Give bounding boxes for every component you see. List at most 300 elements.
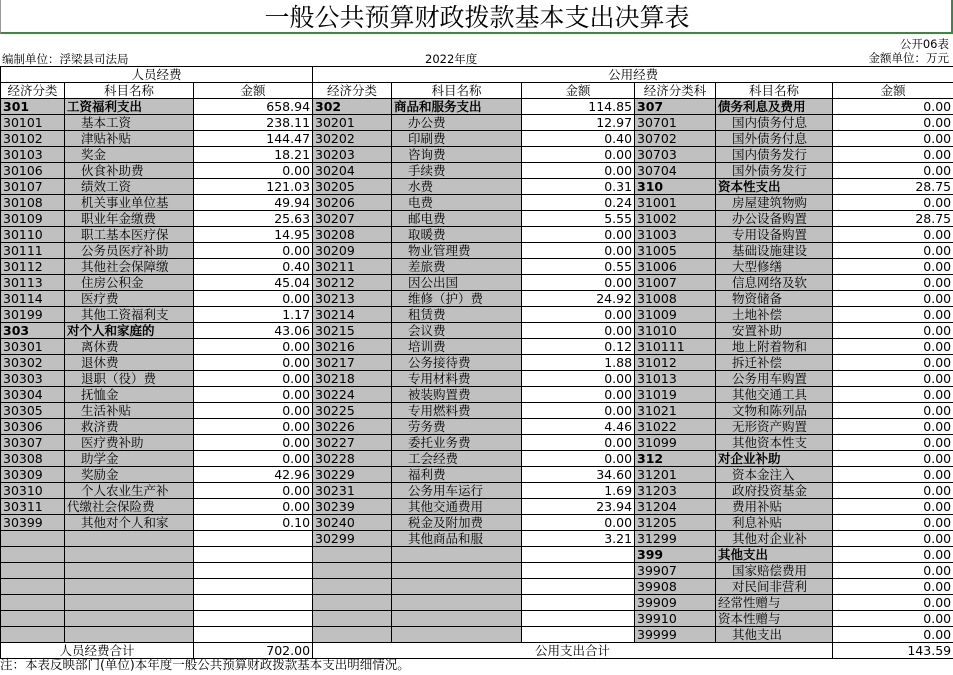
amount-cell bbox=[522, 611, 635, 627]
name-cell: 安置补助 bbox=[716, 323, 833, 339]
public-total-value: 143.59 bbox=[833, 643, 953, 659]
name-cell bbox=[392, 595, 522, 611]
amount-cell: 0.00 bbox=[833, 307, 953, 323]
code-cell: 30702 bbox=[635, 131, 716, 147]
amount-cell: 0.00 bbox=[194, 483, 313, 499]
table-row bbox=[1, 131, 953, 147]
name-cell: 专用燃料费 bbox=[392, 403, 522, 419]
amount-cell: 0.00 bbox=[833, 195, 953, 211]
code-cell: 30704 bbox=[635, 163, 716, 179]
code-cell: 30113 bbox=[1, 275, 65, 291]
code-cell: 30211 bbox=[313, 259, 392, 275]
amount-cell bbox=[522, 563, 635, 579]
code-cell: 30204 bbox=[313, 163, 392, 179]
name-cell: 劳务费 bbox=[392, 419, 522, 435]
amount-cell: 0.10 bbox=[194, 515, 313, 531]
name-cell: 其他对个人和家 bbox=[65, 515, 194, 531]
amount-cell: 0.40 bbox=[194, 259, 313, 275]
code-cell: 39907 bbox=[635, 563, 716, 579]
code-cell: 30212 bbox=[313, 275, 392, 291]
amount-cell: 0.40 bbox=[522, 131, 635, 147]
code-cell: 30111 bbox=[1, 243, 65, 259]
col-code: 经济分类科 bbox=[635, 83, 716, 99]
amount-cell bbox=[194, 547, 313, 563]
name-cell: 文物和陈列品 bbox=[716, 403, 833, 419]
name-cell: 医疗费 bbox=[65, 291, 194, 307]
amount-cell: 0.12 bbox=[522, 339, 635, 355]
code-cell: 30701 bbox=[635, 115, 716, 131]
table-row bbox=[1, 275, 953, 291]
amount-cell: 0.00 bbox=[833, 611, 953, 627]
table-row bbox=[1, 115, 953, 131]
name-cell: 国外债务发行 bbox=[716, 163, 833, 179]
name-cell: 物业管理费 bbox=[392, 243, 522, 259]
code-cell: 30305 bbox=[1, 403, 65, 419]
amount-cell: 0.00 bbox=[194, 355, 313, 371]
amount-cell bbox=[194, 531, 313, 547]
footnote: 注：本表反映部门(单位)本年度一般公共预算财政拨款基本支出明细情况。 bbox=[0, 657, 410, 672]
amount-cell bbox=[522, 627, 635, 643]
amount-cell: 0.00 bbox=[833, 355, 953, 371]
name-cell: 资本性赠与 bbox=[716, 611, 833, 627]
personnel-header: 人员经费 bbox=[1, 67, 313, 83]
name-cell bbox=[65, 595, 194, 611]
amount-cell bbox=[194, 563, 313, 579]
amount-cell: 0.00 bbox=[194, 435, 313, 451]
amount-cell: 0.00 bbox=[833, 515, 953, 531]
code-cell bbox=[313, 627, 392, 643]
name-cell: 退休费 bbox=[65, 355, 194, 371]
name-cell bbox=[65, 547, 194, 563]
name-cell: 个人农业生产补 bbox=[65, 483, 194, 499]
table-row bbox=[1, 435, 953, 451]
code-cell: 31005 bbox=[635, 243, 716, 259]
code-cell: 30101 bbox=[1, 115, 65, 131]
code-cell: 30205 bbox=[313, 179, 392, 195]
amount-cell: 0.00 bbox=[522, 227, 635, 243]
name-cell: 离休费 bbox=[65, 339, 194, 355]
amount-cell: 658.94 bbox=[194, 99, 313, 115]
code-cell: 310111 bbox=[635, 339, 716, 355]
code-cell bbox=[1, 579, 65, 595]
amount-cell: 0.00 bbox=[833, 243, 953, 259]
col-code: 经济分类 bbox=[1, 83, 65, 99]
code-cell: 31013 bbox=[635, 371, 716, 387]
code-cell: 31021 bbox=[635, 403, 716, 419]
amount-cell: 0.00 bbox=[194, 419, 313, 435]
personnel-total-label: 人员经费合计 bbox=[1, 643, 194, 659]
name-cell: 基础设施建设 bbox=[716, 243, 833, 259]
amount-cell: 0.00 bbox=[833, 275, 953, 291]
code-cell: 30224 bbox=[313, 387, 392, 403]
code-cell: 310 bbox=[635, 179, 716, 195]
name-cell: 其他工资福利支 bbox=[65, 307, 194, 323]
name-cell bbox=[392, 547, 522, 563]
code-cell: 30217 bbox=[313, 355, 392, 371]
amount-cell: 49.94 bbox=[194, 195, 313, 211]
amount-cell: 5.55 bbox=[522, 211, 635, 227]
code-cell: 31009 bbox=[635, 307, 716, 323]
table-row bbox=[1, 259, 953, 275]
personnel-total-value: 702.00 bbox=[194, 643, 313, 659]
name-cell: 公务用车运行 bbox=[392, 483, 522, 499]
amount-cell: 18.21 bbox=[194, 147, 313, 163]
table-row bbox=[1, 307, 953, 323]
amount-cell: 238.11 bbox=[194, 115, 313, 131]
table-row bbox=[1, 483, 953, 499]
code-cell: 31002 bbox=[635, 211, 716, 227]
name-cell: 手续费 bbox=[392, 163, 522, 179]
name-cell: 拆迁补偿 bbox=[716, 355, 833, 371]
code-cell bbox=[1, 563, 65, 579]
name-cell: 商品和服务支出 bbox=[392, 99, 522, 115]
code-cell: 31299 bbox=[635, 531, 716, 547]
amount-cell: 0.00 bbox=[194, 387, 313, 403]
name-cell: 培训费 bbox=[392, 339, 522, 355]
code-cell: 30399 bbox=[1, 515, 65, 531]
name-cell: 津贴补贴 bbox=[65, 131, 194, 147]
code-cell: 30306 bbox=[1, 419, 65, 435]
code-cell bbox=[1, 531, 65, 547]
name-cell: 专用材料费 bbox=[392, 371, 522, 387]
code-cell: 312 bbox=[635, 451, 716, 467]
amount-cell: 0.00 bbox=[833, 563, 953, 579]
table-row bbox=[1, 195, 953, 211]
name-cell bbox=[392, 579, 522, 595]
name-cell: 差旅费 bbox=[392, 259, 522, 275]
code-cell: 30207 bbox=[313, 211, 392, 227]
name-cell bbox=[65, 563, 194, 579]
code-cell: 301 bbox=[1, 99, 65, 115]
code-cell: 30108 bbox=[1, 195, 65, 211]
col-name: 科目名称 bbox=[716, 83, 833, 99]
code-cell: 30308 bbox=[1, 451, 65, 467]
code-cell: 31007 bbox=[635, 275, 716, 291]
amount-cell: 0.00 bbox=[522, 323, 635, 339]
amount-cell: 0.00 bbox=[522, 515, 635, 531]
amount-cell: 24.92 bbox=[522, 291, 635, 307]
name-cell: 政府投资基金 bbox=[716, 483, 833, 499]
code-cell: 30102 bbox=[1, 131, 65, 147]
code-cell bbox=[313, 595, 392, 611]
table-row bbox=[1, 547, 953, 563]
col-name: 科目名称 bbox=[65, 83, 194, 99]
table-row bbox=[1, 531, 953, 547]
code-cell: 30206 bbox=[313, 195, 392, 211]
amount-cell: 23.94 bbox=[522, 499, 635, 515]
name-cell: 住房公积金 bbox=[65, 275, 194, 291]
code-cell: 30226 bbox=[313, 419, 392, 435]
amount-cell: 0.00 bbox=[833, 227, 953, 243]
code-cell: 30213 bbox=[313, 291, 392, 307]
amount-cell: 0.00 bbox=[522, 275, 635, 291]
code-cell: 30229 bbox=[313, 467, 392, 483]
amount-cell: 28.75 bbox=[833, 179, 953, 195]
table-row bbox=[1, 323, 953, 339]
table-row bbox=[1, 179, 953, 195]
amount-cell: 0.00 bbox=[833, 147, 953, 163]
name-cell: 生活补贴 bbox=[65, 403, 194, 419]
code-cell: 30110 bbox=[1, 227, 65, 243]
code-cell: 39909 bbox=[635, 595, 716, 611]
code-cell: 30216 bbox=[313, 339, 392, 355]
code-cell: 30301 bbox=[1, 339, 65, 355]
name-cell: 无形资产购置 bbox=[716, 419, 833, 435]
code-cell: 30231 bbox=[313, 483, 392, 499]
name-cell bbox=[65, 531, 194, 547]
code-cell: 31201 bbox=[635, 467, 716, 483]
code-cell: 30228 bbox=[313, 451, 392, 467]
col-amount: 金额 bbox=[833, 83, 953, 99]
code-cell: 31203 bbox=[635, 483, 716, 499]
amount-cell bbox=[522, 579, 635, 595]
code-cell: 303 bbox=[1, 323, 65, 339]
amount-cell: 0.00 bbox=[194, 243, 313, 259]
amount-cell: 1.17 bbox=[194, 307, 313, 323]
name-cell: 公务用车购置 bbox=[716, 371, 833, 387]
code-cell: 30225 bbox=[313, 403, 392, 419]
expenditure-table bbox=[0, 66, 953, 659]
table-row bbox=[1, 419, 953, 435]
name-cell: 维修（护）费 bbox=[392, 291, 522, 307]
name-cell: 其他社会保障缴 bbox=[65, 259, 194, 275]
code-cell bbox=[1, 611, 65, 627]
code-cell: 30214 bbox=[313, 307, 392, 323]
code-cell: 30240 bbox=[313, 515, 392, 531]
table-row bbox=[1, 403, 953, 419]
amount-cell: 144.47 bbox=[194, 131, 313, 147]
name-cell: 其他支出 bbox=[716, 627, 833, 643]
public-header: 公用经费 bbox=[313, 67, 953, 83]
amount-cell: 114.85 bbox=[522, 99, 635, 115]
name-cell: 因公出国 bbox=[392, 275, 522, 291]
name-cell bbox=[65, 579, 194, 595]
name-cell: 代缴社会保险费 bbox=[65, 499, 194, 515]
code-cell: 39910 bbox=[635, 611, 716, 627]
amount-cell: 43.06 bbox=[194, 323, 313, 339]
amount-cell: 3.21 bbox=[522, 531, 635, 547]
amount-cell: 0.00 bbox=[194, 291, 313, 307]
amount-cell: 0.00 bbox=[833, 627, 953, 643]
amount-cell: 0.00 bbox=[833, 131, 953, 147]
table-row bbox=[1, 227, 953, 243]
page-title: 一般公共预算财政拨款基本支出决算表 bbox=[0, 0, 953, 34]
code-cell bbox=[1, 627, 65, 643]
name-cell: 被装购置费 bbox=[392, 387, 522, 403]
name-cell: 其他商品和服 bbox=[392, 531, 522, 547]
name-cell: 抚恤金 bbox=[65, 387, 194, 403]
name-cell: 职业年金缴费 bbox=[65, 211, 194, 227]
amount-cell: 0.00 bbox=[833, 371, 953, 387]
code-cell: 30304 bbox=[1, 387, 65, 403]
name-cell: 水费 bbox=[392, 179, 522, 195]
code-cell: 31099 bbox=[635, 435, 716, 451]
code-cell: 30311 bbox=[1, 499, 65, 515]
code-cell: 31019 bbox=[635, 387, 716, 403]
name-cell: 对个人和家庭的 bbox=[65, 323, 194, 339]
name-cell bbox=[392, 627, 522, 643]
name-cell: 医疗费补助 bbox=[65, 435, 194, 451]
code-cell: 31006 bbox=[635, 259, 716, 275]
name-cell bbox=[65, 627, 194, 643]
amount-cell: 0.00 bbox=[522, 387, 635, 403]
name-cell: 奖励金 bbox=[65, 467, 194, 483]
table-row bbox=[1, 387, 953, 403]
code-cell: 30203 bbox=[313, 147, 392, 163]
name-cell: 办公费 bbox=[392, 115, 522, 131]
name-cell: 会议费 bbox=[392, 323, 522, 339]
name-cell: 经常性赠与 bbox=[716, 595, 833, 611]
public-total-label: 公用支出合计 bbox=[313, 643, 833, 659]
code-cell: 30114 bbox=[1, 291, 65, 307]
col-code: 经济分类 bbox=[313, 83, 392, 99]
table-row bbox=[1, 99, 953, 115]
amount-cell: 0.00 bbox=[833, 387, 953, 403]
amount-cell: 0.00 bbox=[522, 243, 635, 259]
name-cell: 税金及附加费 bbox=[392, 515, 522, 531]
code-cell: 30215 bbox=[313, 323, 392, 339]
name-cell: 国外债务付息 bbox=[716, 131, 833, 147]
name-cell: 机关事业单位基 bbox=[65, 195, 194, 211]
name-cell: 咨询费 bbox=[392, 147, 522, 163]
name-cell: 大型修缮 bbox=[716, 259, 833, 275]
code-cell: 30218 bbox=[313, 371, 392, 387]
name-cell: 租赁费 bbox=[392, 307, 522, 323]
col-amount: 金额 bbox=[522, 83, 635, 99]
amount-cell: 0.00 bbox=[833, 499, 953, 515]
code-cell: 31008 bbox=[635, 291, 716, 307]
code-cell: 30208 bbox=[313, 227, 392, 243]
name-cell: 其他对企业补 bbox=[716, 531, 833, 547]
name-cell: 对民间非营利 bbox=[716, 579, 833, 595]
amount-cell: 4.46 bbox=[522, 419, 635, 435]
name-cell bbox=[392, 611, 522, 627]
code-cell: 30299 bbox=[313, 531, 392, 547]
table-row bbox=[1, 147, 953, 163]
name-cell: 其他资本性支 bbox=[716, 435, 833, 451]
code-cell bbox=[313, 547, 392, 563]
amount-cell: 0.00 bbox=[833, 595, 953, 611]
amount-cell: 12.97 bbox=[522, 115, 635, 131]
name-cell: 其他支出 bbox=[716, 547, 833, 563]
code-cell: 31022 bbox=[635, 419, 716, 435]
table-row bbox=[1, 563, 953, 579]
amount-cell bbox=[194, 579, 313, 595]
code-cell: 30303 bbox=[1, 371, 65, 387]
code-cell: 30209 bbox=[313, 243, 392, 259]
amount-cell bbox=[194, 595, 313, 611]
name-cell: 对企业补助 bbox=[716, 451, 833, 467]
amount-cell: 0.31 bbox=[522, 179, 635, 195]
amount-cell: 0.00 bbox=[522, 147, 635, 163]
name-cell: 奖金 bbox=[65, 147, 194, 163]
amount-cell: 1.69 bbox=[522, 483, 635, 499]
name-cell: 资本性支出 bbox=[716, 179, 833, 195]
name-cell bbox=[65, 611, 194, 627]
amount-cell: 0.00 bbox=[522, 435, 635, 451]
code-cell bbox=[313, 563, 392, 579]
amount-cell: 0.00 bbox=[194, 403, 313, 419]
amount-cell: 45.04 bbox=[194, 275, 313, 291]
code-cell: 30703 bbox=[635, 147, 716, 163]
name-cell: 其他交通费用 bbox=[392, 499, 522, 515]
amount-cell: 0.00 bbox=[833, 435, 953, 451]
code-cell: 30106 bbox=[1, 163, 65, 179]
amount-cell: 0.00 bbox=[194, 339, 313, 355]
name-cell: 地上附着物和 bbox=[716, 339, 833, 355]
name-cell: 退职（役）费 bbox=[65, 371, 194, 387]
code-cell: 31003 bbox=[635, 227, 716, 243]
name-cell: 其他交通工具 bbox=[716, 387, 833, 403]
table-row bbox=[1, 467, 953, 483]
code-cell: 31204 bbox=[635, 499, 716, 515]
table-row bbox=[1, 339, 953, 355]
code-cell: 307 bbox=[635, 99, 716, 115]
amount-cell bbox=[194, 611, 313, 627]
code-cell: 399 bbox=[635, 547, 716, 563]
amount-cell: 34.60 bbox=[522, 467, 635, 483]
code-cell: 30307 bbox=[1, 435, 65, 451]
amount-cell: 0.00 bbox=[833, 483, 953, 499]
code-cell: 302 bbox=[313, 99, 392, 115]
name-cell: 信息网络及软 bbox=[716, 275, 833, 291]
name-cell: 印刷费 bbox=[392, 131, 522, 147]
amount-cell: 0.00 bbox=[833, 259, 953, 275]
code-cell: 30302 bbox=[1, 355, 65, 371]
name-cell: 伙食补助费 bbox=[65, 163, 194, 179]
amount-cell: 0.00 bbox=[833, 467, 953, 483]
name-cell: 土地补偿 bbox=[716, 307, 833, 323]
code-cell: 30201 bbox=[313, 115, 392, 131]
amount-cell bbox=[522, 595, 635, 611]
name-cell: 专用设备购置 bbox=[716, 227, 833, 243]
table-row bbox=[1, 499, 953, 515]
amount-cell: 0.00 bbox=[833, 323, 953, 339]
amount-cell: 42.96 bbox=[194, 467, 313, 483]
amount-cell: 0.00 bbox=[833, 291, 953, 307]
table-row bbox=[1, 451, 953, 467]
code-cell: 39908 bbox=[635, 579, 716, 595]
amount-cell: 0.00 bbox=[522, 307, 635, 323]
name-cell: 助学金 bbox=[65, 451, 194, 467]
table-row bbox=[1, 595, 953, 611]
name-cell: 邮电费 bbox=[392, 211, 522, 227]
table-id: 公开06表 bbox=[899, 37, 949, 51]
name-cell: 费用补贴 bbox=[716, 499, 833, 515]
code-cell: 30309 bbox=[1, 467, 65, 483]
name-cell: 工会经费 bbox=[392, 451, 522, 467]
name-cell: 绩效工资 bbox=[65, 179, 194, 195]
amount-cell: 0.00 bbox=[194, 451, 313, 467]
name-cell: 债务利息及费用 bbox=[716, 99, 833, 115]
amount-cell: 14.95 bbox=[194, 227, 313, 243]
table-row bbox=[1, 211, 953, 227]
amount-cell: 0.24 bbox=[522, 195, 635, 211]
name-cell: 国内债务付息 bbox=[716, 115, 833, 131]
amount-cell: 121.03 bbox=[194, 179, 313, 195]
amount-cell: 0.00 bbox=[833, 99, 953, 115]
amount-cell bbox=[194, 627, 313, 643]
amount-cell: 0.00 bbox=[833, 451, 953, 467]
currency-unit: 金额单位：万元 bbox=[868, 51, 949, 65]
code-cell: 30107 bbox=[1, 179, 65, 195]
name-cell: 利息补贴 bbox=[716, 515, 833, 531]
amount-cell: 0.00 bbox=[833, 115, 953, 131]
amount-cell: 0.00 bbox=[833, 339, 953, 355]
name-cell: 公务员医疗补助 bbox=[65, 243, 194, 259]
name-cell: 职工基本医疗保 bbox=[65, 227, 194, 243]
amount-cell: 0.00 bbox=[833, 579, 953, 595]
